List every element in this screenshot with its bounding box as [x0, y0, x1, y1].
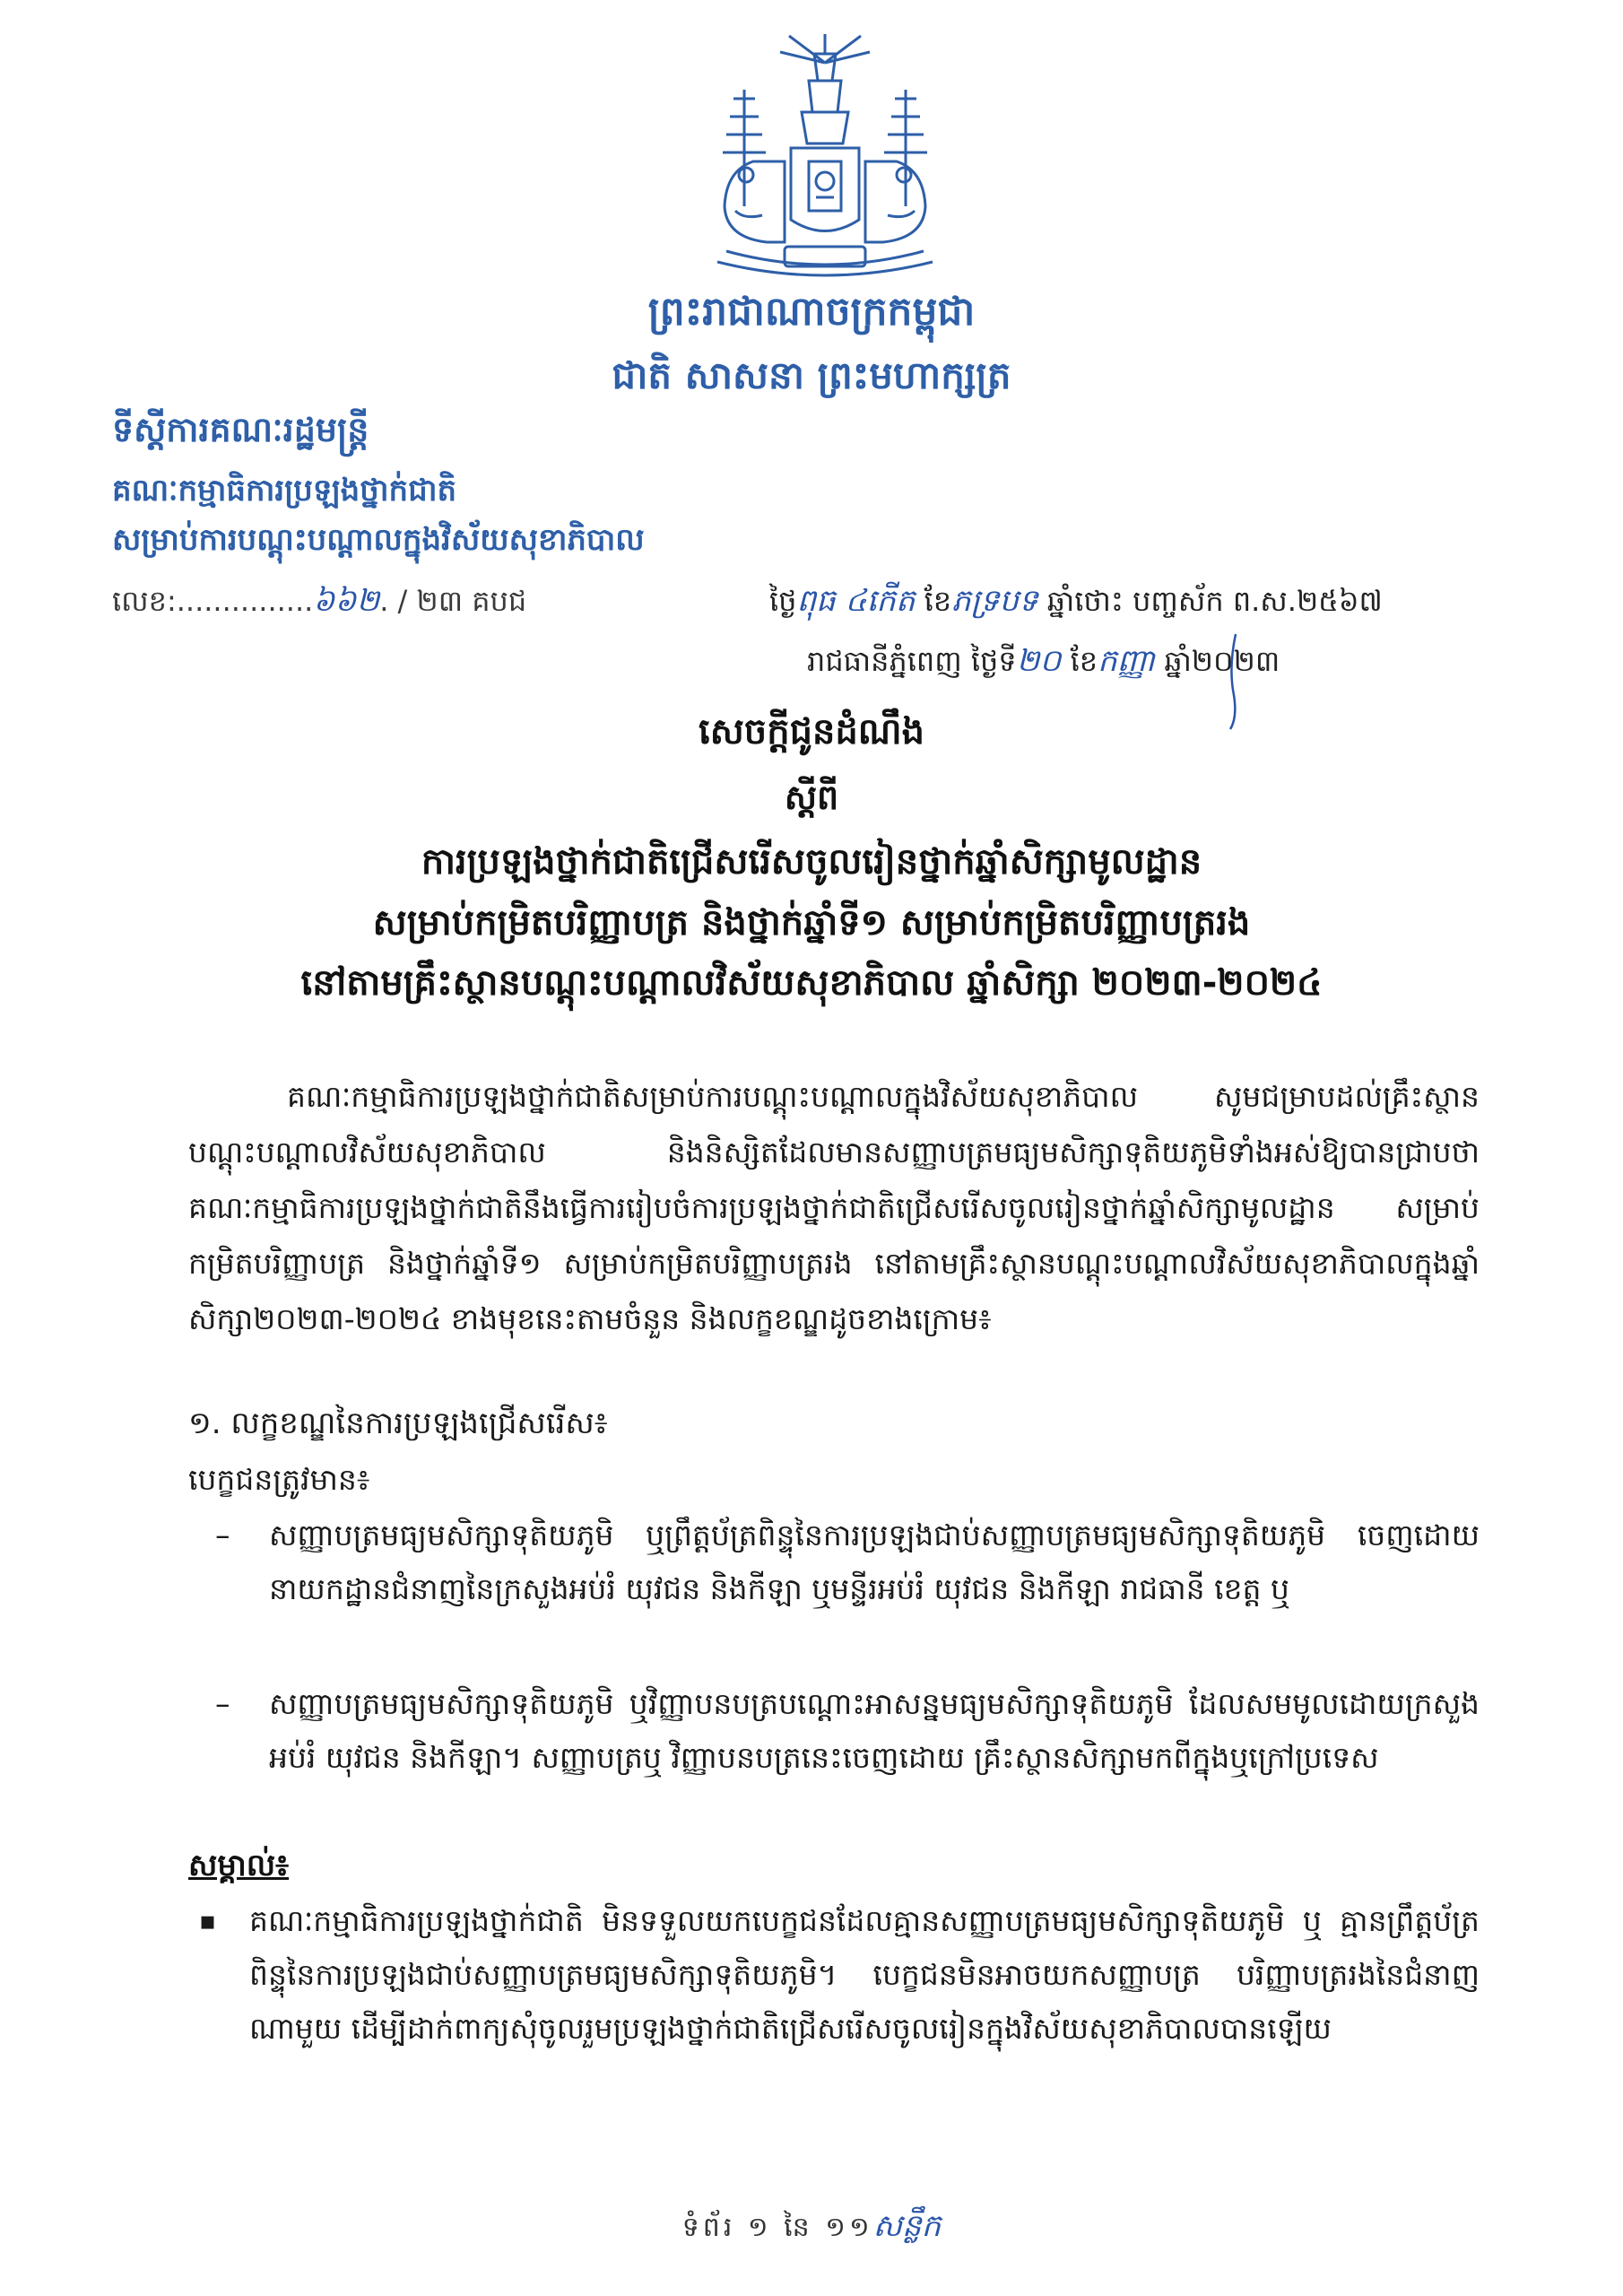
square-bullet-icon: ▪	[199, 1906, 216, 1935]
notice-subtitle: ស្តីពី	[784, 778, 839, 817]
lunar-month-handwritten: ភទ្របទ	[951, 583, 1038, 619]
dash-bullet: –	[215, 1518, 230, 1552]
candidates-requirement-label: បេក្ខជនត្រូវមាន៖	[188, 1462, 370, 1497]
list-item-text: សញ្ញាបត្រមធ្យមសិក្សាទុតិយភូមិ ឬវិញ្ញាបនបត្របណ្តោះអាសន្នមធ្យមសិក្សាទុតិយភូមិ ដែលសមមូលដោយក្រសួង អប់រំ យុវជន និងកីឡា។ សញ្ញាបត្រឬ វិញ្ញាបនបត្រនេះចេញដោយ គ្រឹះស្ថានសិក្សាមកពីក្នុងឬក្រៅប្រទេស	[269, 1686, 1480, 1775]
year: ឆ្នាំ២០២៣	[1164, 644, 1280, 678]
committee-name-line1: គណៈកម្មាធិការប្រឡងថ្នាក់ជាតិ	[112, 473, 457, 509]
section-1-heading: ១. លក្ខខណ្ឌនៃការប្រឡងជ្រើសរើស៖	[188, 1405, 608, 1441]
intro-text: គណៈកម្មាធិការប្រឡងថ្នាក់ជាតិសម្រាប់ការបណ្តុះបណ្តាលក្នុងវិស័យសុខាភិបាល សូមជម្រាបដល់គ្រឹះស្ថានបណ្តុះបណ្តាលវិស័យសុខាភិបាល និងនិស្សិតដែលមានសញ្ញាបត្រមធ្យមសិក្សាទុតិយភូមិទាំងអស់ឱ្យបានជ្រាបថា គណៈកម្មាធិការប្រឡងថ្នាក់ជាតិនឹងធ្វើការរៀបចំការប្រឡងថ្នាក់ជាតិជ្រើសរើសចូលរៀនថ្នាក់ឆ្នាំសិក្សាមូលដ្ឋាន សម្រាប់កម្រិតបរិញ្ញាបត្រ និងថ្នាក់ឆ្នាំទី១ សម្រាប់កម្រិតបរិញ្ញាបត្ររង នៅតាមគ្រឹះស្ថានបណ្តុះបណ្តាលវិស័យសុខាភិបាលក្នុងឆ្នាំសិក្សា២០២៣-២០២៤ ខាងមុខនេះតាមចំនួន និងលក្ខខណ្ឌដូចខាងក្រោម៖	[188, 1079, 1480, 1336]
list-item	[188, 1677, 1480, 1785]
list-item-text: សញ្ញាបត្រមធ្យមសិក្សាទុតិយភូមិ ឬព្រឹត្តប័ត្រពិន្ទុនៃការប្រឡងជាប់សញ្ញាបត្រមធ្យមសិក្សាទុតិយភូមិ ចេញដោយ នាយកដ្ឋានជំនាញនៃក្រសួងអប់រំ យុវជន និងកីឡា ឬមន្ទីរអប់រំ យុវជន និងកីឡា រាជធានី ខេត្ត ឬ	[269, 1518, 1480, 1606]
page-footer	[0, 2206, 1623, 2251]
gregorian-date-line	[807, 641, 1280, 686]
day-label: ថ្ងៃ	[769, 584, 797, 618]
intro-paragraph	[188, 1069, 1480, 1347]
lunar-date-line	[769, 581, 1383, 626]
month-label: ខែ	[924, 584, 952, 618]
lunar-year: ឆ្នាំថោះ បញ្ចស័ក ព.ស.២៥៦៧	[1046, 584, 1383, 618]
national-motto: ជាតិ សាសនា ព្រះមហាក្សត្រ	[612, 353, 1011, 397]
page-handwritten: សន្លឹក	[872, 2208, 942, 2244]
dash-bullet: –	[215, 1686, 230, 1721]
place-label: រាជធានីភ្នំពេញ ថ្ងៃទី	[807, 644, 1017, 678]
kingdom-heading: ព្រះរាជាណាចក្រកម្ពុជា	[647, 289, 976, 335]
reference-handwritten: ៦៦២	[313, 583, 380, 619]
committee-name-line2: សម្រាប់ការបណ្តុះបណ្តាលក្នុងវិស័យសុខាភិបាល	[112, 522, 645, 558]
note-heading: សម្គាល់៖	[188, 1848, 290, 1883]
day-handwritten: ២០	[1016, 643, 1062, 679]
note-item	[188, 1894, 1480, 2056]
lunar-day-handwritten: ពុធ ៤កើត	[796, 583, 916, 619]
month-handwritten: កញ្ញា	[1098, 643, 1156, 679]
reference-label: លេខ:...............	[112, 584, 314, 618]
page-number: ទំព័រ ១ នៃ ១១	[681, 2212, 873, 2243]
notice-subject-line2: សម្រាប់កម្រិតបរិញ្ញាបត្រ និងថ្នាក់ឆ្នាំទី១ សម្រាប់កម្រិតបរិញ្ញាបត្ររង	[372, 902, 1251, 944]
notice-subject-line3: នៅតាមគ្រឹះស្ថានបណ្តុះបណ្តាលវិស័យសុខាភិបាល ឆ្នាំសិក្សា ២០២៣-២០២៤	[300, 962, 1323, 1004]
list-item	[188, 1509, 1480, 1616]
office-name: ទីស្តីការគណៈរដ្ឋមន្ត្រី	[112, 410, 369, 449]
reference-suffix: . / ២៣ គបជ	[379, 584, 527, 618]
month2-label: ខែ	[1070, 644, 1098, 678]
notice-subject-line1: ការប្រឡងថ្នាក់ជាតិជ្រើសរើសចូលរៀនថ្នាក់ឆ្នាំសិក្សាមូលដ្ឋាន	[421, 841, 1202, 883]
notice-title: សេចក្តីជូនដំណឹង	[699, 711, 924, 752]
royal-emblem-icon	[690, 27, 959, 287]
note-text: គណៈកម្មាធិការប្រឡងថ្នាក់ជាតិ មិនទទួលយកបេក្ខជនដែលគ្មានសញ្ញាបត្រមធ្យមសិក្សាទុតិយភូមិ ឬ គ្មានព្រឹត្តប័ត្រពិន្ទុនៃការប្រឡងជាប់សញ្ញាបត្រមធ្យមសិក្សាទុតិយភូមិ។ បេក្ខជនមិនអាចយកសញ្ញាបត្រ បរិញ្ញាបត្ររងនៃជំនាញណាមួយ ដើម្បីដាក់ពាក្យសុំចូលរួមប្រឡងថ្នាក់ជាតិជ្រើសរើសចូលរៀនក្នុងវិស័យសុខាភិបាលបានឡើយ	[249, 1903, 1480, 2046]
reference-number	[112, 581, 526, 626]
